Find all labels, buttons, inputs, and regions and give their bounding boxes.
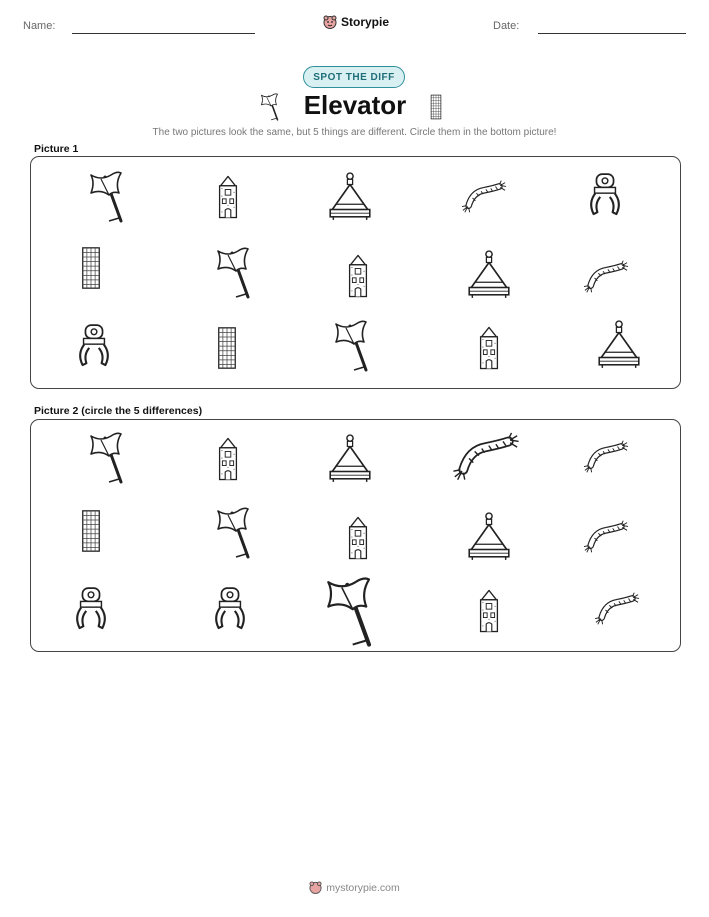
- date-field[interactable]: [538, 33, 686, 34]
- page-title: Elevator: [303, 90, 407, 120]
- tower-icon: [214, 174, 242, 220]
- elevator-car-icon: [466, 250, 512, 300]
- elevator-car-icon[interactable]: [327, 434, 373, 484]
- claw-icon: [75, 322, 113, 372]
- axe-icon[interactable]: [87, 430, 127, 486]
- tower-icon: [475, 325, 503, 371]
- name-field[interactable]: [72, 33, 255, 34]
- elevator-car-icon[interactable]: [466, 512, 512, 562]
- rope-icon: [583, 260, 629, 294]
- instructions: The two pictures look the same, but 5 things are different. Circle them in the bottom picture!: [152, 127, 557, 138]
- brand: [323, 15, 389, 29]
- claw-icon: [586, 171, 624, 221]
- footer-url: mystorypie.com: [326, 881, 400, 894]
- footer: [0, 881, 709, 894]
- axe-icon: [332, 318, 372, 374]
- name-label: Name:: [23, 20, 56, 32]
- axe-icon: [87, 169, 127, 225]
- rope-icon[interactable]: [583, 440, 629, 474]
- tower-icon[interactable]: [344, 515, 372, 561]
- storypie-logo-icon: [323, 15, 337, 29]
- tower-icon: [344, 253, 372, 299]
- brand-name: Storypie: [341, 15, 390, 29]
- claw-icon[interactable]: [72, 585, 110, 635]
- building-icon: [80, 244, 102, 292]
- storypie-logo-icon: [309, 881, 322, 894]
- claw-icon[interactable]: [211, 585, 249, 635]
- rope-icon: [461, 180, 507, 214]
- tower-icon[interactable]: [475, 588, 503, 634]
- building-icon: [216, 324, 238, 372]
- tower-icon[interactable]: [214, 436, 242, 482]
- building-icon[interactable]: [80, 507, 102, 555]
- axe-icon[interactable]: [214, 505, 254, 561]
- axe-icon[interactable]: [321, 574, 379, 650]
- picture-1-label: Picture 1: [34, 143, 79, 155]
- rope-icon[interactable]: [583, 520, 629, 554]
- picture-2-label: Picture 2 (circle the 5 differences): [34, 405, 203, 417]
- elevator-car-icon: [327, 172, 373, 222]
- rope-icon[interactable]: [594, 592, 640, 626]
- rope-icon[interactable]: [452, 432, 520, 482]
- date-label: Date:: [493, 20, 520, 32]
- spot-the-diff-badge: SPOT THE DIFF: [303, 66, 405, 88]
- elevator-car-icon: [596, 320, 642, 370]
- axe-icon: [214, 245, 254, 301]
- title-axe-icon: [258, 92, 282, 122]
- title-building-icon: [428, 94, 444, 120]
